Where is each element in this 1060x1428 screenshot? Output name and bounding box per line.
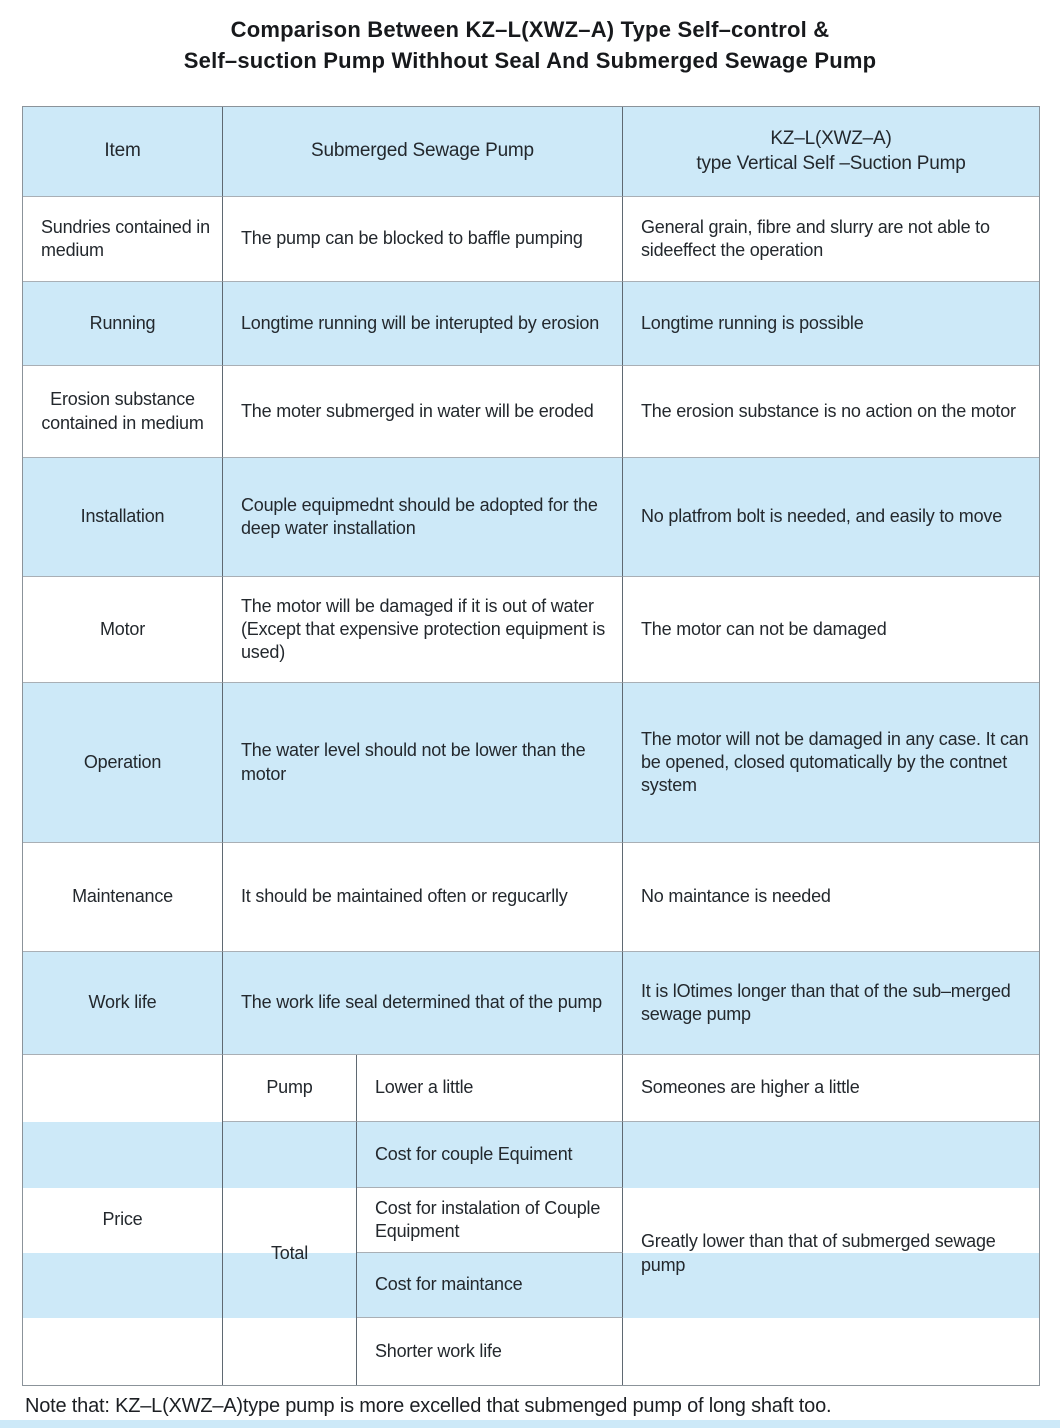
row-kz-cell: General grain, fibre and slurry are not able to sideeffect the operation: [623, 197, 1039, 282]
price-pump-label-cell: Pump: [223, 1055, 357, 1122]
header-submerged-pump-cell: Submerged Sewage Pump: [223, 107, 623, 197]
header-kz-line-2: type Vertical Self –Suction Pump: [696, 152, 966, 174]
price-total-label-cell: Total: [223, 1122, 357, 1385]
row-item-cell: Work life: [23, 952, 223, 1055]
price-item-cell: Price: [23, 1055, 223, 1385]
row-kz-cell: The erosion substance is no action on the motor: [623, 366, 1039, 458]
price-total-item-cell: Cost for instalation of Couple Equipment: [357, 1188, 623, 1253]
price-total-item-cell: Shorter work life: [357, 1318, 623, 1385]
row-submerged-cell: The pump can be blocked to baffle pumping: [223, 197, 623, 282]
row-kz-cell: No maintance is needed: [623, 843, 1039, 952]
footnote: Note that: KZ–L(XWZ–A)type pump is more excelled that submenged pump of long shaft too.: [25, 1395, 832, 1417]
header-kz-pump-cell: [623, 107, 1039, 197]
row-item-cell: Running: [23, 282, 223, 366]
row-item-cell: Erosion substance contained in medium: [23, 366, 223, 458]
price-pump-kz-cell: Someones are higher a little: [623, 1055, 1039, 1122]
row-submerged-cell: The work life seal determined that of the pump: [223, 952, 623, 1055]
row-kz-cell: No platfrom bolt is needed, and easily to move: [623, 458, 1039, 577]
row-submerged-cell: The moter submerged in water will be eroded: [223, 366, 623, 458]
row-item-cell: Maintenance: [23, 843, 223, 952]
row-submerged-cell: Longtime running will be interupted by erosion: [223, 282, 623, 366]
row-item-cell: Sundries contained in medium: [23, 197, 223, 282]
row-submerged-cell: The motor will be damaged if it is out of water (Except that expensive protection equipment is used): [223, 577, 623, 683]
row-item-cell: Installation: [23, 458, 223, 577]
row-kz-cell: The motor can not be damaged: [623, 577, 1039, 683]
comparison-table: [22, 106, 1040, 1386]
document-title: [30, 14, 1030, 76]
price-total-item-cell: Cost for couple Equiment: [357, 1122, 623, 1188]
price-pump-submerged-cell: Lower a little: [357, 1055, 623, 1122]
row-item-cell: Motor: [23, 577, 223, 683]
row-kz-cell: The motor will not be damaged in any case. It can be opened, closed qutomatically by the contnet system: [623, 683, 1039, 843]
title-line-1: Comparison Between KZ–L(XWZ–A) Type Self–control &: [230, 17, 830, 42]
row-submerged-cell: The water level should not be lower than the motor: [223, 683, 623, 843]
row-kz-cell: Longtime running is possible: [623, 282, 1039, 366]
row-submerged-cell: It should be maintained often or regucarlly: [223, 843, 623, 952]
price-total-kz-cell: Greatly lower than that of submerged sewage pump: [641, 1231, 996, 1275]
bottom-accent-strip: [0, 1420, 1060, 1428]
row-kz-cell: It is lOtimes longer than that of the sub–merged sewage pump: [623, 952, 1039, 1055]
row-submerged-cell: Couple equipmednt should be adopted for the deep water installation: [223, 458, 623, 577]
header-item-cell: Item: [23, 107, 223, 197]
price-total-item-cell: Cost for maintance: [357, 1253, 623, 1318]
title-line-2: Self–suction Pump Withhout Seal And Submerged Sewage Pump: [183, 48, 877, 73]
header-kz-line-1: KZ–L(XWZ–A): [770, 128, 892, 150]
row-item-cell: Operation: [23, 683, 223, 843]
